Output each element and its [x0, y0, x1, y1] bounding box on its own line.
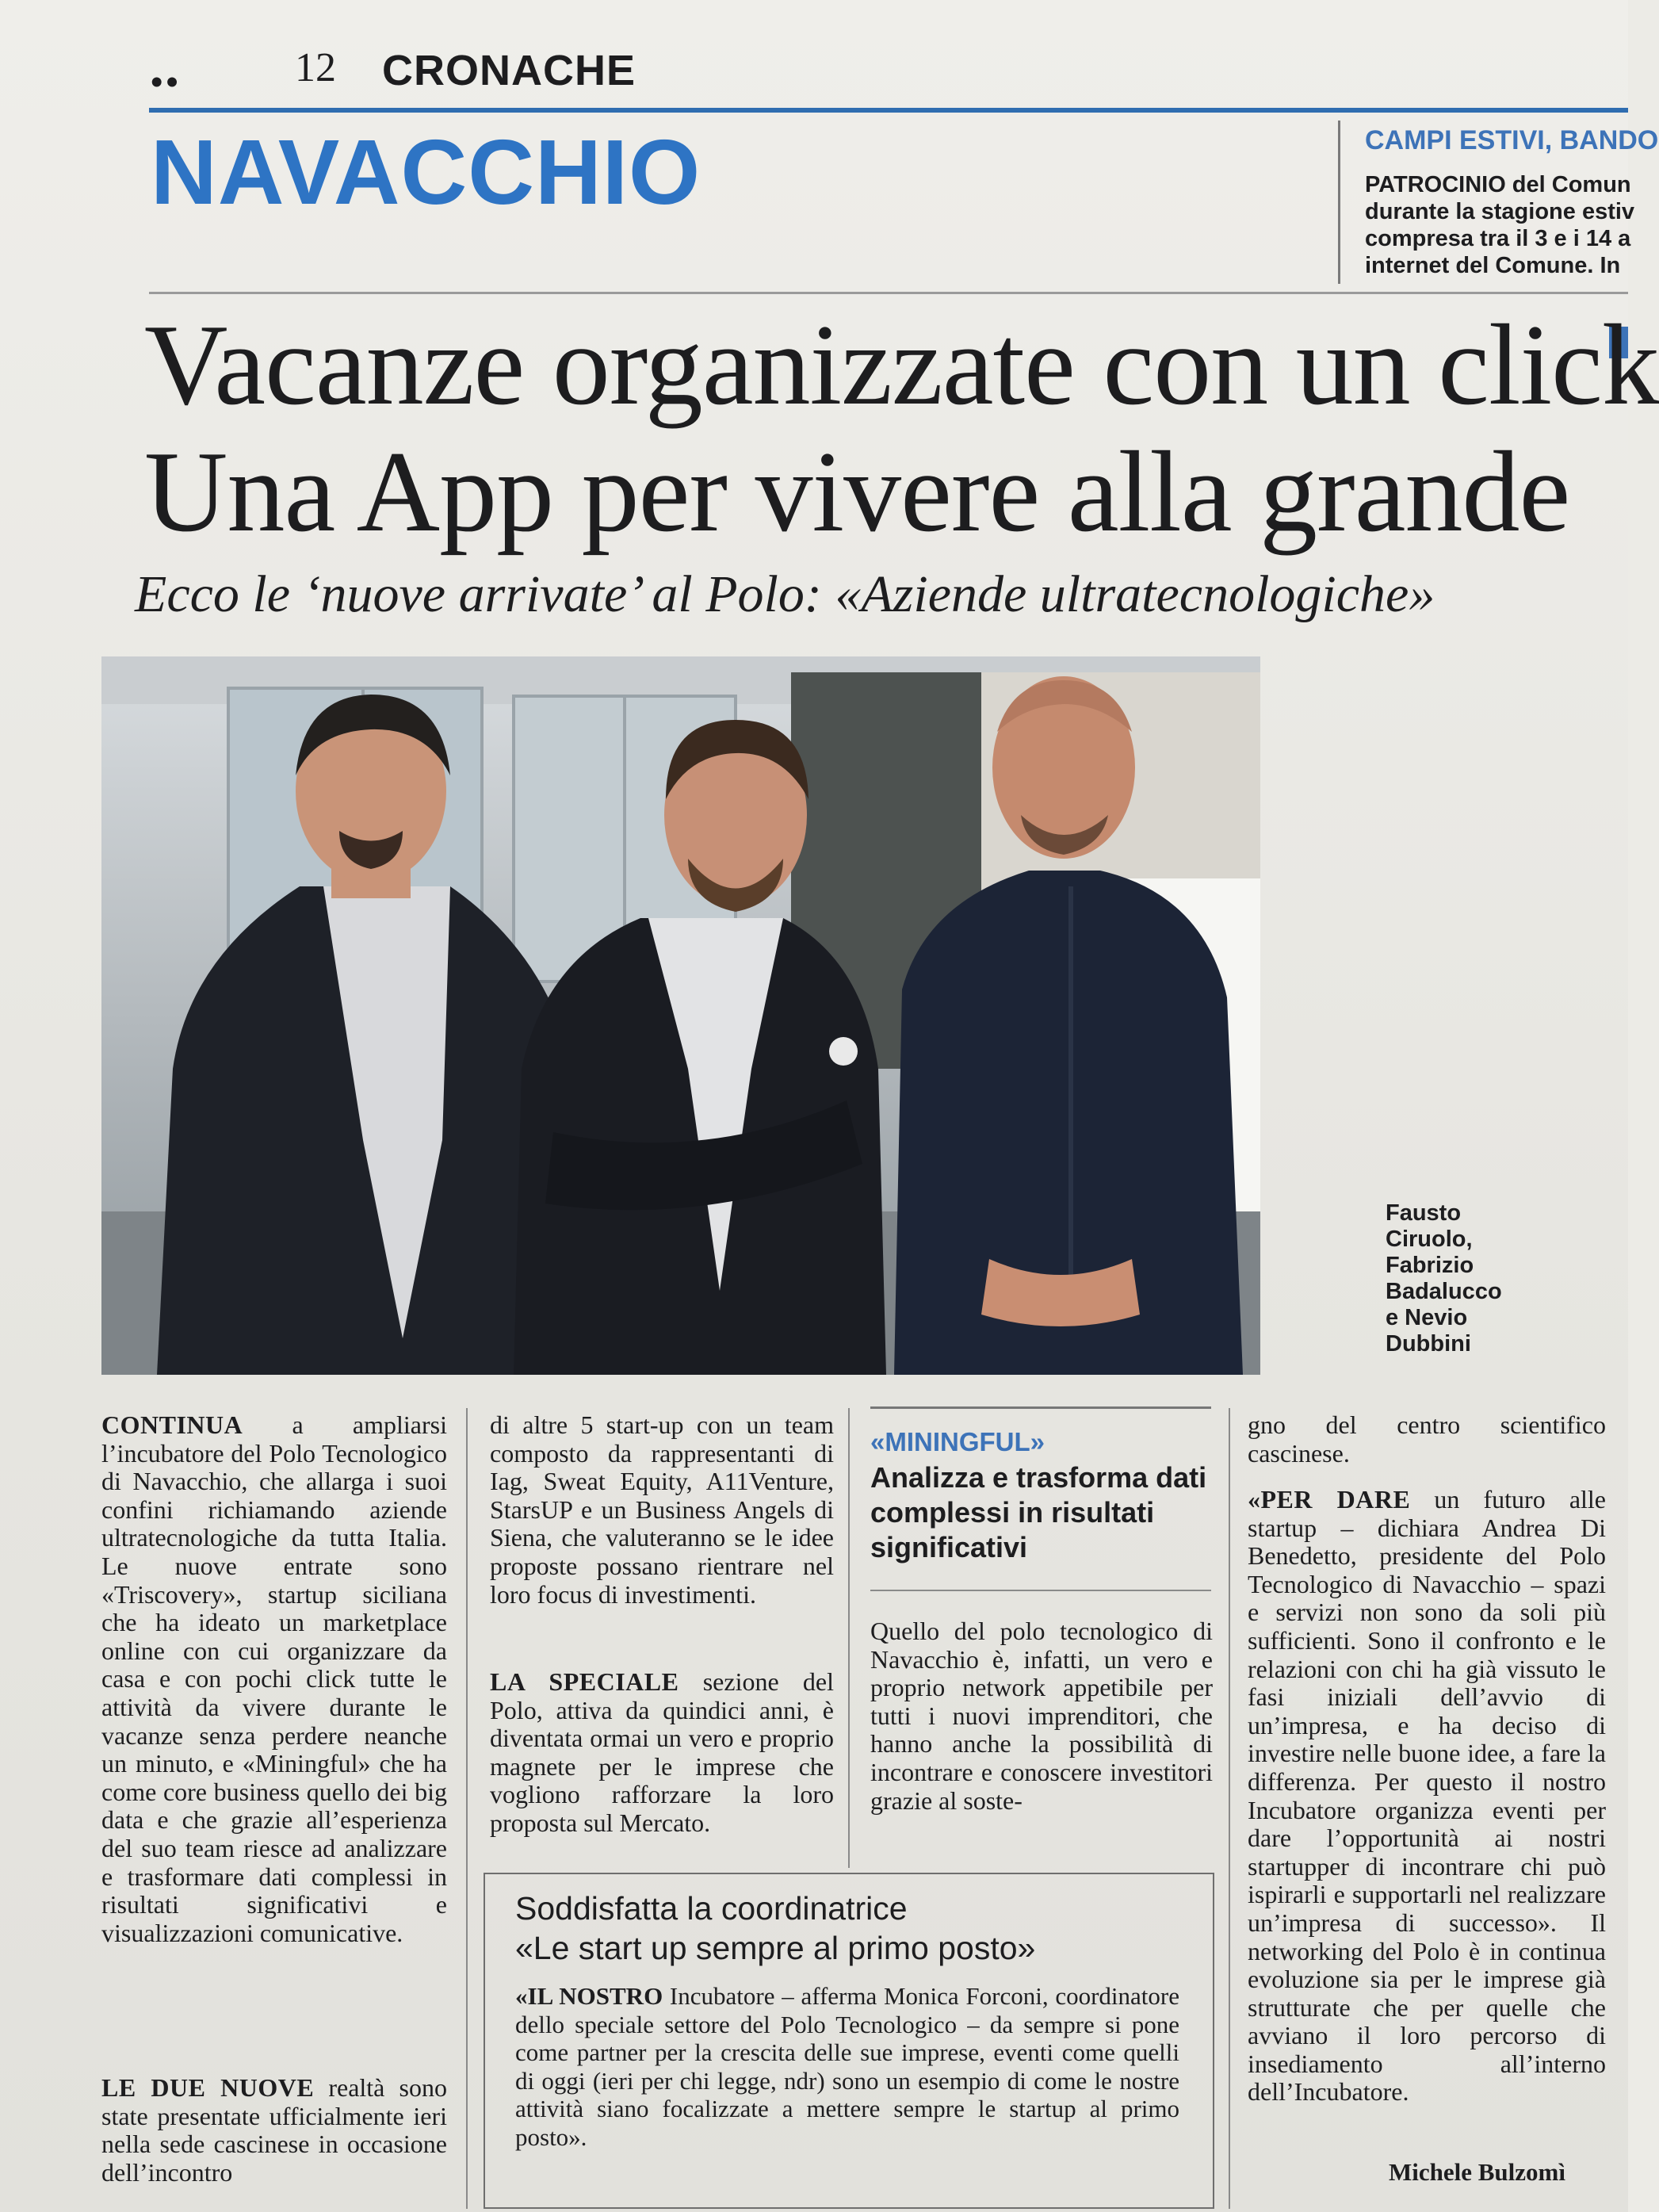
headline-line-2: Una App per vivere alla grande	[144, 427, 1570, 556]
article-column-2b	[490, 1668, 834, 1838]
column-rule-2	[848, 1408, 850, 1868]
header-dots: ••	[151, 63, 182, 101]
column-rule-3	[1229, 1408, 1230, 2209]
column-1-text: a ampliarsi l’incubatore del Polo Tecnologico di Navacchio, che allarga i suoi confini richiamando aziende ultratecnologiche da tutta Italia. Le nuove entrate sono «Triscovery», startup siciliana che ha ideato un marketplace online con cui organizzare da casa e con pochi click tutte le attività da vivere durante le vacanze senza perdere neanche un minuto, e «Miningful» che ha come core business quello dei big data e che grazie all’esperienza del suo team riesce ad analizzare e trasformare dati complessi in risultati significativi e visualizzazioni comunicative.	[101, 1410, 447, 1947]
page-number: 12	[295, 45, 336, 90]
column-rule-1	[466, 1408, 468, 2209]
teaser-title: CAMPI ESTIVI, BANDO	[1365, 125, 1659, 155]
inset-title-1: Soddisfatta la coordinatrice	[515, 1890, 908, 1927]
column-3-text: Quello del polo tecnologico di Navacchio è, infatti, un vero e proprio network appetibile per tutti i nuovi imprenditori, che hanno anche la possibilità di incontrare e conoscere investitori grazie al soste-	[870, 1617, 1213, 1815]
column-1-lead: CONTINUA	[101, 1410, 243, 1439]
section-name: CRONACHE	[382, 47, 636, 94]
article-column-1b	[101, 2074, 447, 2187]
box-bottom-rule	[870, 1590, 1211, 1591]
column-2b-text: sezione del Polo, attiva da quindici anni, è diventata ormai un vero e proprio magnete per le imprese che vogliono rafforzare la loro proposta sul Mercato.	[490, 1667, 835, 1837]
box-title: Analizza e trasforma dati complessi in risultati significativi	[870, 1461, 1207, 1563]
article-column-1	[101, 1411, 447, 1947]
place-name: NAVACCHIO	[151, 121, 701, 224]
column-1b-lead: LE DUE NUOVE	[101, 2073, 315, 2102]
inset-lead: «IL NOSTRO	[515, 1982, 663, 2010]
column-2-text: di altre 5 start-up con un team composto da rappresentanti di Iag, Sweat Equity, A11Venture, StarsUP e un Business Angels di Siena, che valuteranno se le idee proposte possano rientrare nel loro focus di investimenti.	[490, 1410, 834, 1609]
column-1b-text: realtà sono state presentate ufficialmente ieri nella sede cascinese in occasione dell’incontro	[101, 2073, 447, 2187]
article-column-4	[1248, 1411, 1606, 1468]
header-rule	[149, 108, 1628, 113]
article-photo	[101, 656, 1260, 1375]
inset-title-2: «Le start up sempre al primo posto»	[515, 1930, 1036, 1966]
inset-text: Incubatore – afferma Monica Forconi, coordinatore dello speciale settore del Polo Tecnologico – da sempre si pone come partner per la crescita delle sue imprese, eventi come quelli di oggi (ieri per chi legge, ndr) sono un esempio di come le nostre attività siano focalizzate a mettere sempre le startup al primo posto».	[515, 1982, 1179, 2151]
article-column-3	[870, 1617, 1213, 1815]
teaser-text: PATROCINIO del Comun durante la stagione estiv compresa tra il 3 e i 14 a internet del Comune. In	[1365, 172, 1635, 278]
headline-rule	[149, 292, 1628, 294]
article-column-2	[490, 1411, 834, 1609]
box-kicker: «MININGFUL»	[870, 1427, 1045, 1456]
column-4-text: gno del centro scientifico cascinese.	[1248, 1410, 1606, 1468]
byline: Michele Bulzomì	[1389, 2158, 1565, 2186]
header-divider	[1338, 121, 1340, 284]
column-4b-text: un futuro alle startup – dichiara Andrea Di Benedetto, presidente del Polo Tecnologico di Navacchio – spazi e servizi non sono da soli più sufficienti. Sono il confronto e le relazioni con chi ha già vissuto le fasi iniziali dell’avvio di un’impresa, e ha deciso di investire nelle buone idee, a fare la differenza. Per questo il nostro Incubatore organizza eventi per dare l’opportunità ai nostri startupper di incontrare chi può ispirarli e supportarli nel realizzare un’impresa di successo». Il networking del Polo è in continua evoluzione sia per le imprese già strutturate che per quelle che avviano il loro percorso di insediamento all’interno dell’Incubatore.	[1248, 1485, 1606, 2107]
photo-caption: Fausto Ciruolo, Fabrizio Badalucco e Nevio Dubbini	[1386, 1200, 1502, 1357]
box-top-rule	[870, 1406, 1211, 1409]
article-column-4b	[1248, 1486, 1606, 2107]
column-4b-lead: «PER DARE	[1248, 1485, 1411, 1514]
column-2b-lead: LA SPECIALE	[490, 1667, 679, 1696]
inset-body	[515, 1982, 1179, 2152]
subheadline: Ecco le ‘nuove arrivate’ al Polo: «Aziende ultratecnologiche»	[135, 565, 1435, 623]
headline-line-1: Vacanze organizzate con un click	[144, 300, 1659, 429]
